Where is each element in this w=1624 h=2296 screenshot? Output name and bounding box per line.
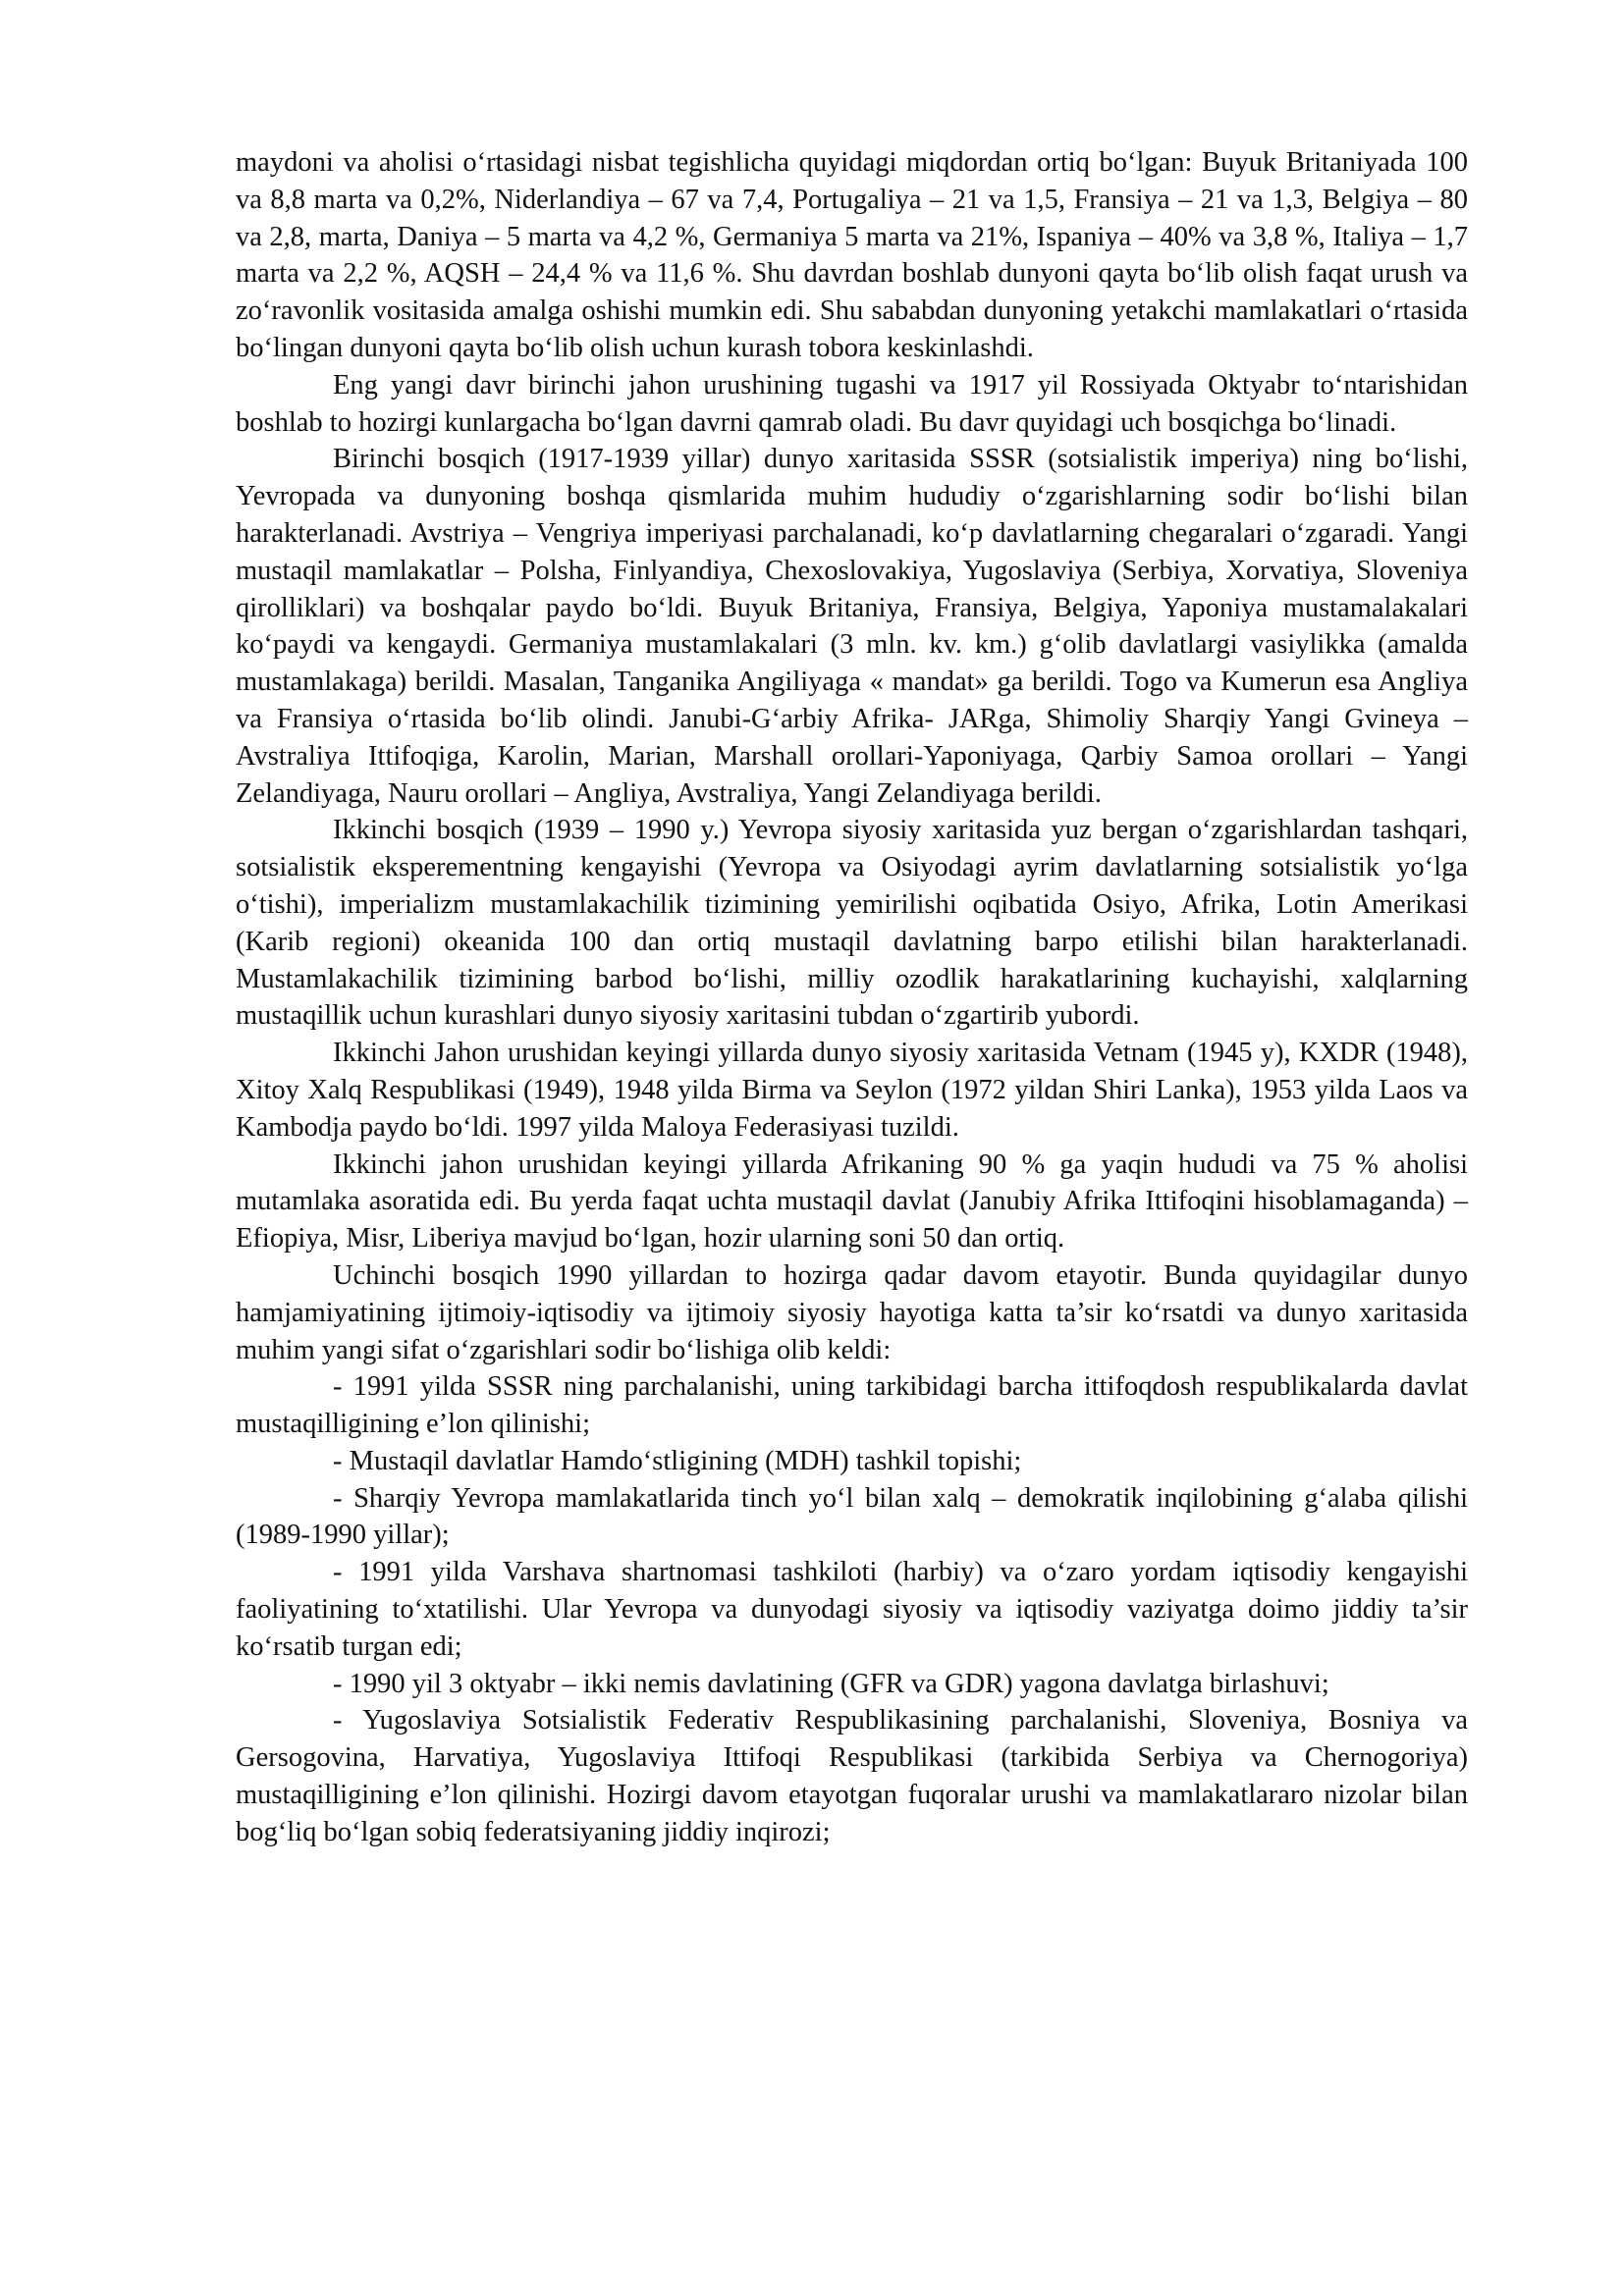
list-item: - Sharqiy Yevropa mamlakatlarida tinch yo‘l bilan xalq – demokratik inqilobining g‘alaba qilishi (1989-1990 yillar); bbox=[236, 1482, 1468, 1551]
list-item: - 1991 yilda SSSR ning parchalanishi, uning tarkibidagi barcha ittifoqdosh respublikalarda davlat mustaqilligining e’lon qilinishi; bbox=[236, 1371, 1468, 1440]
paragraph: Ikkinchi jahon urushidan keyingi yillarda Afrikaning 90 % ga yaqin hududi va 75 % aholisi mutamlaka asoratida edi. Bu yerda faqat uchta mustaqil davlat (Janubiy Afrika Ittifoqini hisoblamaganda) – Efiopiya, Misr, Liberiya mavjud bo‘lgan, hozir ularning soni 50 dan ortiq. bbox=[236, 1148, 1468, 1255]
document-page bbox=[236, 144, 1468, 1851]
paragraph: Eng yangi davr birinchi jahon urushining tugashi va 1917 yil Rossiyada Oktyabr to‘ntarishidan boshlab to hozirgi kunlargacha bo‘lgan davrni qamrab oladi. Bu davr quyidagi uch bosqichga bo‘linadi. bbox=[236, 369, 1468, 438]
paragraph: Ikkinchi bosqich (1939 – 1990 y.) Yevropa siyosiy xaritasida yuz bergan o‘zgarishlardan tashqari, sotsialistik eksperementning kengayishi (Yevropa va Osiyodagi ayrim davlatlarning sotsialistik yo‘lga o‘tishi), imperializm mustamlakachilik tizimining yemirilishi oqibatida Osiyo, Afrika, Lotin Amerikasi (Karib regioni) okeanida 100 dan ortiq mustaqil davlatning barpo etilishi bilan harakterlanadi. Mustamlakachilik tizimining barbod bo‘lishi, milliy ozodlik harakatlarining kuchayishi, xalqlarning mustaqillik uchun kurashlari dunyo siyosiy xaritasini tubdan o‘zgartirib yubordi. bbox=[236, 815, 1468, 1032]
paragraph: Birinchi bosqich (1917-1939 yillar) dunyo xaritasida SSSR (sotsialistik imperiya) ning bo‘lishi, Yevropada va dunyoning boshqa qismlarida muhim hududiy o‘zgarishlarning sodir bo‘lishi bilan harakterlanadi. Avstriya – Vengriya imperiyasi parchalanadi, ko‘p davlatlarning chegaralari o‘zgaradi. Yangi mustaqil mamlakatlar – Polsha, Finlyandiya, Chexoslovakiya, Yugoslaviya (Serbiya, Xorvatiya, Sloveniya qirolliklari) va boshqalar paydo bo‘ldi. Buyuk Britaniya, Fransiya, Belgiya, Yaponiya mustamalakalari ko‘paydi va kengaydi. Germaniya mustamlakalari (3 mln. kv. km.) g‘olib davlatlargi vasiylikka (amalda mustamlakaga) berildi. Masalan, Tanganika Angiliyaga « mandat» ga berildi. Togo va Kumerun esa Angliya va Fransiya o‘rtasida bo‘lib olindi. Janubi-G‘arbiy Afrika- JARga, Shimoliy Sharqiy Yangi Gvineya – Avstraliya Ittifoqiga, Karolin, Marian, Marshall orollari-Yaponiyaga, Qarbiy Samoa orollari – Yangi Zelandiyaga, Nauru orollari – Angliya, Avstraliya, Yangi Zelandiyaga berildi. bbox=[236, 444, 1468, 809]
list-item: - Yugoslaviya Sotsialistik Federativ Respublikasining parchalanishi, Sloveniya, Bosniya va Gersogovina, Harvatiya, Yugoslaviya Ittifoqi Respublikasi (tarkibida Serbiya va Chernogoriya) mustaqilligining e’lon qilinishi. Hozirgi davom etayotgan fuqoralar urushi va mamlakatlararo nizolar bilan bog‘liq bo‘lgan sobiq federatsiyaning jiddiy inqirozi; bbox=[236, 1705, 1468, 1847]
paragraph: Uchinchi bosqich 1990 yillardan to hozirga qadar davom etayotir. Bunda quyidagilar dunyo hamjamiyatining ijtimoiy-iqtisodiy va ijtimoiy siyosiy hayotiga katta ta’sir ko‘rsatdi va dunyo xaritasida muhim yangi sifat o‘zgarishlari sodir bo‘lishiga olib keldi: bbox=[236, 1259, 1468, 1365]
list-item: - 1990 yil 3 oktyabr – ikki nemis davlatining (GFR va GDR) yagona davlatga birlashuvi; bbox=[333, 1668, 1329, 1699]
list-item: - 1991 yilda Varshava shartnomasi tashkiloti (harbiy) va o‘zaro yordam iqtisodiy kengayishi faoliyatining to‘xtatilishi. Ular Yevropa va dunyodagi siyosiy va iqtisodiy vaziyatga doimo jiddiy ta’sir ko‘rsatib turgan edi; bbox=[236, 1557, 1468, 1662]
paragraph: maydoni va aholisi o‘rtasidagi nisbat tegishlicha quyidagi miqdordan ortiq bo‘lgan: Buyuk Britaniyada 100 va 8,8 marta va 0,2%, Niderlandiya – 67 va 7,4, Portugaliya – 21 va 1,5, Fransiya – 21 va 1,3, Belgiya – 80 va 2,8, marta, Daniya – 5 marta va 4,2 %, Germaniya 5 marta va 21%, Ispaniya – 40% va 3,8 %, Italiya – 1,7 marta va 2,2 %, AQSH – 24,4 % va 11,6 %. Shu davrdan boshlab dunyoni qayta bo‘lib olish faqat urush va zo‘ravonlik vositasida amalga oshishi mumkin edi. Shu sababdan dunyoning yetakchi mamlakatlari o‘rtasida bo‘lingan dunyoni qayta bo‘lib olish uchun kurash tobora keskinlashdi. bbox=[236, 147, 1468, 363]
list-item: - Mustaqil davlatlar Hamdo‘stligining (MDH) tashkil topishi; bbox=[333, 1445, 1022, 1476]
paragraph: Ikkinchi Jahon urushidan keyingi yillarda dunyo siyosiy xaritasida Vetnam (1945 y), KXDR (1948), Xitoy Xalq Respublikasi (1949), 1948 yilda Birma va Seylon (1972 yildan Shiri Lanka), 1953 yilda Laos va Kambodja paydo bo‘ldi. 1997 yilda Maloya Federasiyasi tuzildi. bbox=[236, 1038, 1468, 1143]
